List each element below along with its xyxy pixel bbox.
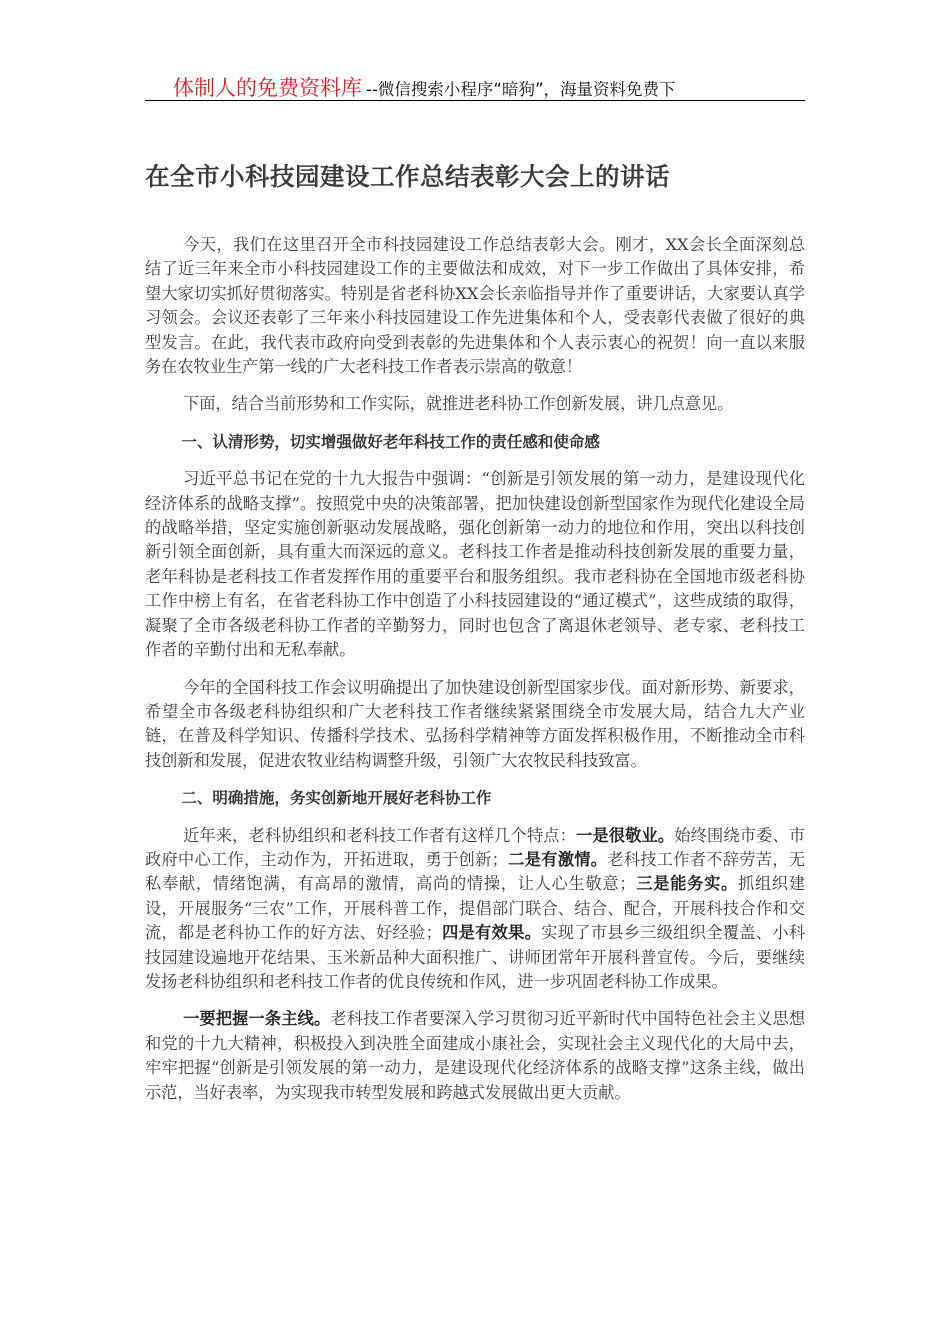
- measure-1: 一要把握一条主线。: [183, 1009, 331, 1029]
- paragraph-section1-b: 今年的全国科技工作会议明确提出了加快建设创新型国家步伐。面对新形势、新要求，希望全市各级老科协组织和广大老科技工作者继续紧紧围绕全市发展大局，结合九大产业链，在普及科学知识、传播科学技术、弘扬科学精神等方面发挥积极作用，不断推动全市科技创新和发展，促进农牧业结构调整升级，引领广大农牧民科技致富。: [145, 677, 805, 770]
- feature-1: 一是很敬业。: [575, 825, 675, 845]
- header-slogan: --微信搜索小程序“暗狗”，海量资料免费下: [366, 80, 676, 99]
- feature-3: 三是能务实。: [635, 874, 738, 894]
- paragraph-section2-features: [145, 824, 805, 995]
- text: 老科技工作者要深入学习贯彻习近平新时代中国特色社会主义思想和党的十九大精神，积极投入到决胜全面建成小康社会，实现社会主义现代化的大局中去，牢牢把握“创新是引领发展的第一动力，是建设现代化经济体系的战略支撑”这条主线，做出示范，当好表率，为实现我市转型发展和跨越式发展做出更大贡献。: [145, 1009, 806, 1102]
- text: 老科技工作者不辞劳苦，无私奉献，情绪饱满，有高昂的激情，高尚的情操，让人心生敬意；: [145, 849, 806, 894]
- text: 实现了市县乡三级组织全覆盖、小科技园建设遍地开花结果、玉米新品种大面积推广、讲师团常年开展科普宣传。今后，要继续发扬老科协组织和老科技工作者的优良传统和作风，进一步巩固老科协工作成果。: [145, 923, 806, 991]
- text: 近年来，老科协组织和老科技工作者有这样几个特点：: [183, 825, 576, 845]
- header-brand: 体制人的免费资料库: [173, 76, 362, 100]
- paragraph-section1-a: 习近平总书记在党的十九大报告中强调：“创新是引领发展的第一动力，是建设现代化经济体系的战略支撑”。按照党中央的决策部署，把加快建设创新型国家作为现代化建设全局的战略举措，坚定实施创新驱动发展战略，强化创新第一动力的地位和作用，突出以科技创新引领全面创新，具有重大而深远的意义。老科技工作者是推动科技创新发展的重要力量，老年科协是老科技工作者发挥作用的重要平台和服务组织。我市老科协在全国地市级老科协工作中榜上有名，在省老科协工作中创造了小科技园建设的“通辽模式”，这些成绩的取得，凝聚了全市各级老科协工作者的辛勤努力，同时也包含了离退休老领导、老专家、老科技工作者的辛勤付出和无私奉献。: [145, 469, 805, 660]
- text: 抓组织建设，开展服务“三农”工作，开展科普工作，提倡部门联合、结合、配合，开展科技合作和交流，都是老科协工作的好方法、好经验；: [145, 874, 806, 943]
- feature-4: 四是有效果。: [441, 923, 542, 943]
- text: 始终围绕市委、市政府中心工作，主动作为，开拓进取，勇于创新；: [145, 825, 806, 869]
- paragraph-intro: 今天，我们在这里召开全市科技园建设工作总结表彰大会。刚才，XX会长全面深刻总结了近三年来全市小科技园建设工作的主要做法和成效，对下一步工作做出了具体安排，希望大家切实抓好贯彻落实。特别是省老科协XX会长亲临指导并作了重要讲话，大家要认真学习领会。会议还表彰了三年来小科技园建设工作先进集体和个人，受表彰代表做了很好的典型发言。在此，我代表市政府向受到表彰的先进集体和个人表示衷心的祝贺！向一直以来服务在农牧业生产第一线的广大老科技工作者表示崇高的敬意！: [145, 235, 805, 377]
- feature-2: 二是有激情。: [507, 849, 608, 869]
- section-heading-2: 二、明确措施，务实创新地开展好老科协工作: [181, 789, 492, 808]
- header-banner: [173, 72, 676, 102]
- paragraph-outline: 下面，结合当前形势和工作实际，就推进老科协工作创新发展，讲几点意见。: [183, 394, 734, 414]
- document-title: 在全市小科技园建设工作总结表彰大会上的讲话: [145, 162, 670, 191]
- page-header: [145, 70, 805, 101]
- document-body: [145, 233, 805, 1118]
- paragraph-section2-mainline: [145, 1007, 805, 1105]
- section-heading-1: 一、认清形势，切实增强做好老年科技工作的责任感和使命感: [181, 432, 600, 451]
